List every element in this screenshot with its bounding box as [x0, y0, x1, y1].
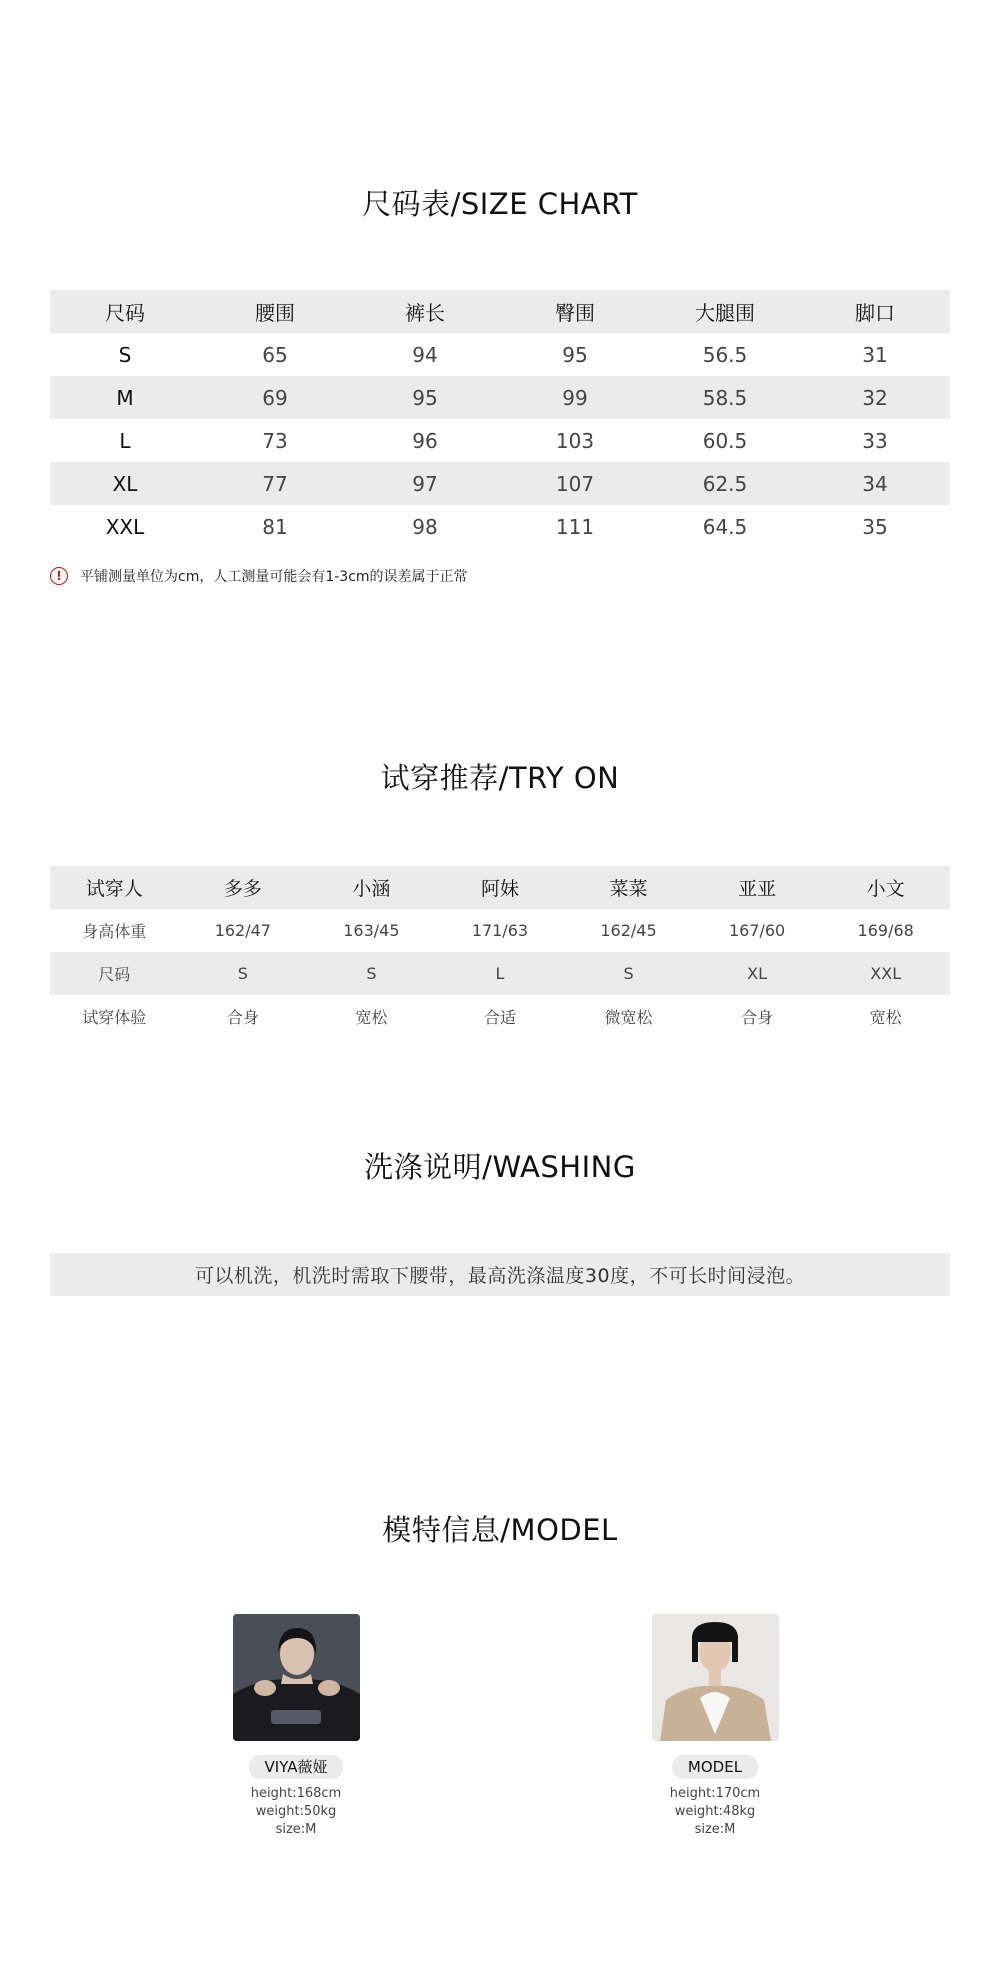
- try-on-table: [50, 866, 950, 1038]
- size-cell: 31: [862, 342, 888, 367]
- size-cell: 34: [800, 462, 950, 505]
- try-on-cell: 169/68: [857, 921, 914, 940]
- size-cell: XXL: [105, 514, 145, 539]
- try-on-cell: 合身: [741, 1008, 774, 1027]
- size-cell: 95: [350, 376, 500, 419]
- size-cell: 56.5: [702, 342, 748, 367]
- try-on-cell: 162/45: [600, 921, 657, 940]
- size-cell: 81: [262, 514, 288, 539]
- try-on-cell: S: [564, 952, 693, 995]
- model-photo: [233, 1614, 360, 1741]
- try-on-header-cell: 亚亚: [693, 866, 822, 909]
- size-cell: 65: [262, 342, 288, 367]
- size-cell: 35: [862, 514, 888, 539]
- size-cell: 77: [200, 462, 350, 505]
- size-cell: 95: [562, 342, 588, 367]
- size-cell: 73: [262, 428, 288, 453]
- size-chart-row: [50, 419, 950, 462]
- size-cell: 58.5: [650, 376, 800, 419]
- size-header-cell: 腰围: [200, 290, 350, 333]
- try-on-header-row: [50, 866, 950, 909]
- try-on-header-cell: 试穿人: [50, 866, 179, 909]
- size-cell: 99: [500, 376, 650, 419]
- try-on-header-cell: 菜菜: [564, 866, 693, 909]
- size-cell: 107: [500, 462, 650, 505]
- model-card: [605, 1614, 825, 1839]
- size-cell: XL: [50, 462, 200, 505]
- try-on-cell: XL: [693, 952, 822, 995]
- measurement-note: [50, 566, 468, 586]
- size-cell: M: [50, 376, 200, 419]
- try-on-row: [50, 995, 950, 1038]
- size-cell: S: [118, 342, 132, 367]
- model-card: [186, 1614, 406, 1839]
- size-cell: 62.5: [650, 462, 800, 505]
- try-on-cell: 171/63: [471, 921, 529, 940]
- model-name-badge: VIYA薇娅: [249, 1755, 344, 1779]
- model-photo-image: [652, 1614, 779, 1741]
- try-on-cell: S: [307, 952, 436, 995]
- try-on-header-cell: 多多: [179, 866, 308, 909]
- try-on-cell: 合身: [226, 1008, 259, 1027]
- model-photo-image: [233, 1614, 360, 1741]
- try-on-cell: 162/47: [214, 921, 271, 940]
- size-header-cell: 大腿围: [650, 290, 800, 333]
- size-header-cell: 脚口: [800, 290, 950, 333]
- try-on-row: [50, 909, 950, 952]
- try-on-cell: 微宽松: [604, 1008, 653, 1027]
- size-chart-row: [50, 333, 950, 376]
- size-cell: 64.5: [702, 514, 748, 539]
- measurement-note-text: 平铺测量单位为cm，人工测量可能会有1-3cm的误差属于正常: [80, 569, 468, 585]
- model-weight: weight:50kg: [255, 1804, 337, 1819]
- size-cell: 33: [862, 428, 888, 453]
- model-stats: [605, 1785, 825, 1839]
- try-on-title: 试穿推荐/TRY ON: [380, 761, 620, 795]
- try-on-cell: 合适: [483, 1008, 516, 1027]
- model-name-badge: MODEL: [672, 1755, 758, 1779]
- model-height: height:168cm: [250, 1786, 342, 1801]
- size-chart-row: [50, 505, 950, 548]
- size-chart-title: 尺码表/SIZE CHART: [362, 187, 638, 221]
- try-on-cell: 163/45: [343, 921, 400, 940]
- model-title: 模特信息/MODEL: [382, 1513, 618, 1547]
- try-on-cell: 167/60: [728, 921, 786, 940]
- try-on-cell: L: [436, 952, 565, 995]
- size-cell: 97: [350, 462, 500, 505]
- size-cell: 98: [412, 514, 438, 539]
- alert-circle-icon: !: [50, 567, 68, 585]
- try-on-cell: 宽松: [869, 1008, 902, 1027]
- model-weight: weight:48kg: [674, 1804, 756, 1819]
- try-on-cell: 身高体重: [82, 922, 147, 941]
- model-height: height:170cm: [669, 1786, 761, 1801]
- size-cell: 32: [800, 376, 950, 419]
- washing-instructions: [50, 1253, 950, 1296]
- size-cell: 69: [200, 376, 350, 419]
- try-on-cell: S: [179, 952, 308, 995]
- size-cell: 96: [412, 428, 438, 453]
- try-on-cell: 试穿体验: [82, 1008, 147, 1027]
- try-on-cell: XXL: [821, 952, 950, 995]
- size-header-cell: 臀围: [500, 290, 650, 333]
- size-header-cell: 尺码: [50, 290, 200, 333]
- size-chart-row: [50, 462, 950, 505]
- size-cell: 94: [412, 342, 438, 367]
- model-size: size:M: [694, 1822, 736, 1837]
- try-on-header-cell: 阿妹: [436, 866, 565, 909]
- washing-text: 可以机洗，机洗时需取下腰带，最高洗涤温度30度，不可长时间浸泡。: [194, 1265, 806, 1287]
- size-chart-row: [50, 376, 950, 419]
- size-cell: 60.5: [702, 428, 748, 453]
- try-on-row: [50, 952, 950, 995]
- try-on-cell: 宽松: [355, 1008, 388, 1027]
- model-stats: [186, 1785, 406, 1839]
- try-on-header-cell: 小涵: [307, 866, 436, 909]
- size-chart-header-row: [50, 290, 950, 333]
- try-on-header-cell: 小文: [821, 866, 950, 909]
- size-cell: 103: [555, 428, 595, 453]
- size-cell: 111: [555, 514, 595, 539]
- washing-title: 洗涤说明/WASHING: [364, 1150, 636, 1184]
- size-cell: L: [119, 428, 131, 453]
- size-header-cell: 裤长: [350, 290, 500, 333]
- try-on-cell: 尺码: [50, 952, 179, 995]
- model-photo: [652, 1614, 779, 1741]
- model-size: size:M: [275, 1822, 317, 1837]
- size-chart-table: [50, 290, 950, 548]
